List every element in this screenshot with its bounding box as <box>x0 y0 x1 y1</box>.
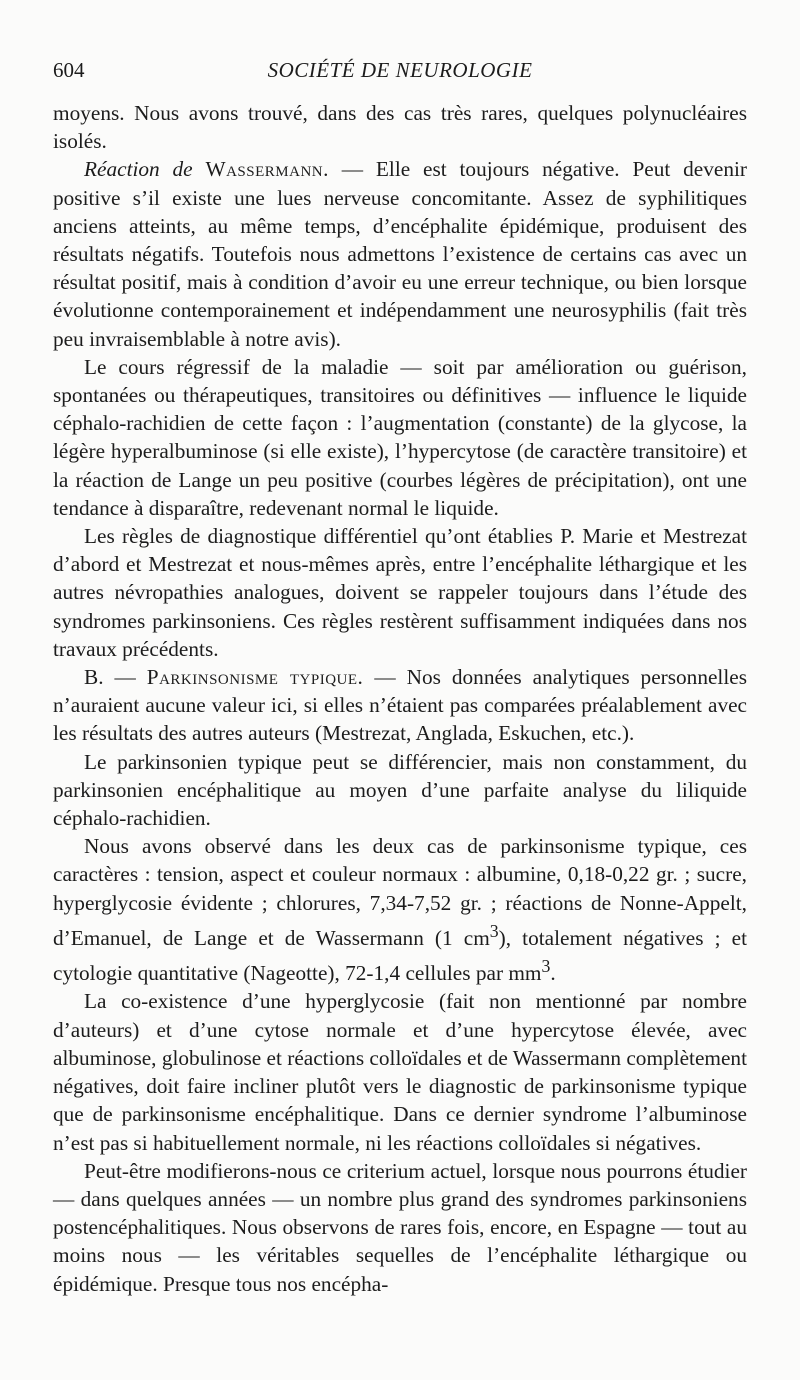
superscript-cubic-1: 3 <box>489 920 499 941</box>
paragraph-3: Le cours régressif de la maladie — soit par amélioration ou guérison, spontanées ou thérapeutiques, transitoires ou définitives — influence le liquide céphalo-rachidien de cette façon : l’augmentation (constante) de la glycose, la légère hyperalbuminose (si elle existe), l’hypercytose (de caractère transitoire) et la réaction de Lange un peu positive (courbes légères de précipitation), ont une tendance à disparaître, redevenant normal le liquide. <box>53 354 747 520</box>
paragraph-9: Peut-être modifierons-nous ce criterium actuel, lorsque nous pourrons étudier — dans quelques années — un nombre plus grand des syndromes parkinsoniens postencéphalitiques. Nous observons de rares fois, encore, en Espagne — tout au moins nous — les véritables sequelles de l’encéphalite léthargique ou épidémique. Presque tous nos encépha- <box>53 1158 747 1296</box>
superscript-cubic-2: 3 <box>541 956 551 977</box>
paragraph-7-text-b: ), totalement négatives ; et cytologie quantitative (Nageotte), 72-1,4 cellules par mm <box>53 925 748 986</box>
paragraph-5 <box>53 663 747 748</box>
page-header <box>53 58 747 88</box>
running-head: SOCIÉTÉ DE NEUROLOGIE <box>267 58 533 82</box>
paragraph-5-text: — Nos données analytiques personnelles n’auraient aucune valeur ici, si elles n’étaient pas comparées préalablement avec les résultats des autres auteurs (Mestrezat, Anglada, Eskuchen, etc.). <box>53 665 748 746</box>
paragraph-8: La co-existence d’une hyperglycosie (fait non mentionné par nombre d’auteurs) et d’une cytose normale et d’une hypercytose élevée, avec albuminose, globulinose et réactions colloïdales et de Wassermann complètement négatives, doit faire incliner plutôt vers le diagnostic de parkinsonisme typique que de parkinsonisme encéphalitique. Dans ce dernier syndrome l’albuminose n’est pas si habituellement normale, ni les réactions colloïdales si négatives. <box>53 989 747 1155</box>
paragraph-1: moyens. Nous avons trouvé, dans des cas très rares, quelques polynucléaires isolés. <box>53 101 747 154</box>
paragraph-2 <box>53 155 747 352</box>
section-label-parkinsonisme: Parkinsonisme typique. <box>146 665 364 690</box>
paragraph-7-text-a: Nous avons observé dans les deux cas de parkinsonisme typique, ces caractères : tension, aspect et couleur normaux : albumine, 0,18-0,22 gr. ; sucre, hyperglycosie évidente ; chlorures, 7,34-7,52 gr. ; réactions de Nonne-Appelt, d’Emanuel, de Lange et de Wassermann (1 cm <box>53 834 747 950</box>
section-label-reaction: Réaction de <box>84 157 193 182</box>
page-number: 604 <box>53 58 85 82</box>
paragraph-2-text: — Elle est toujours négative. Peut devenir positive s’il existe une lues nerveuse concomitante. Assez de syphilitiques anciens atteints, au même temps, d’encéphalite épidémique, produisent des résultats négatifs. Toutefois nous admettons l’existence de certains cas avec un résultat positif, mais à condition d’avoir eu une erreur technique, ou bien lorsque évolutionne contemporainement et indépendamment une neurosyphilis (fait très peu invraisemblable à notre avis). <box>53 157 748 351</box>
paragraph-4: Les règles de diagnostique différentiel qu’ont établies P. Marie et Mestrezat d’abord et Mestrezat et nous-mêmes après, entre l’encéphalite léthargique et les autres névropathies analogues, doivent se rappeler toujours dans l’étude des syndromes parkinsoniens. Ces règles restèrent suffisamment indiquées dans nos travaux précédents. <box>53 524 747 661</box>
section-label-wassermann: Wassermann. <box>205 157 329 182</box>
body-text <box>53 99 747 1298</box>
paragraph-6: Le parkinsonien typique peut se différencier, mais non constamment, du parkinsonien encéphalitique au moyen d’une parfaite analyse du liliquide céphalo-rachidien. <box>53 749 747 831</box>
section-label-b: B. — <box>84 665 147 690</box>
paragraph-7 <box>53 832 747 987</box>
paragraph-7-text-c: . <box>550 961 556 986</box>
